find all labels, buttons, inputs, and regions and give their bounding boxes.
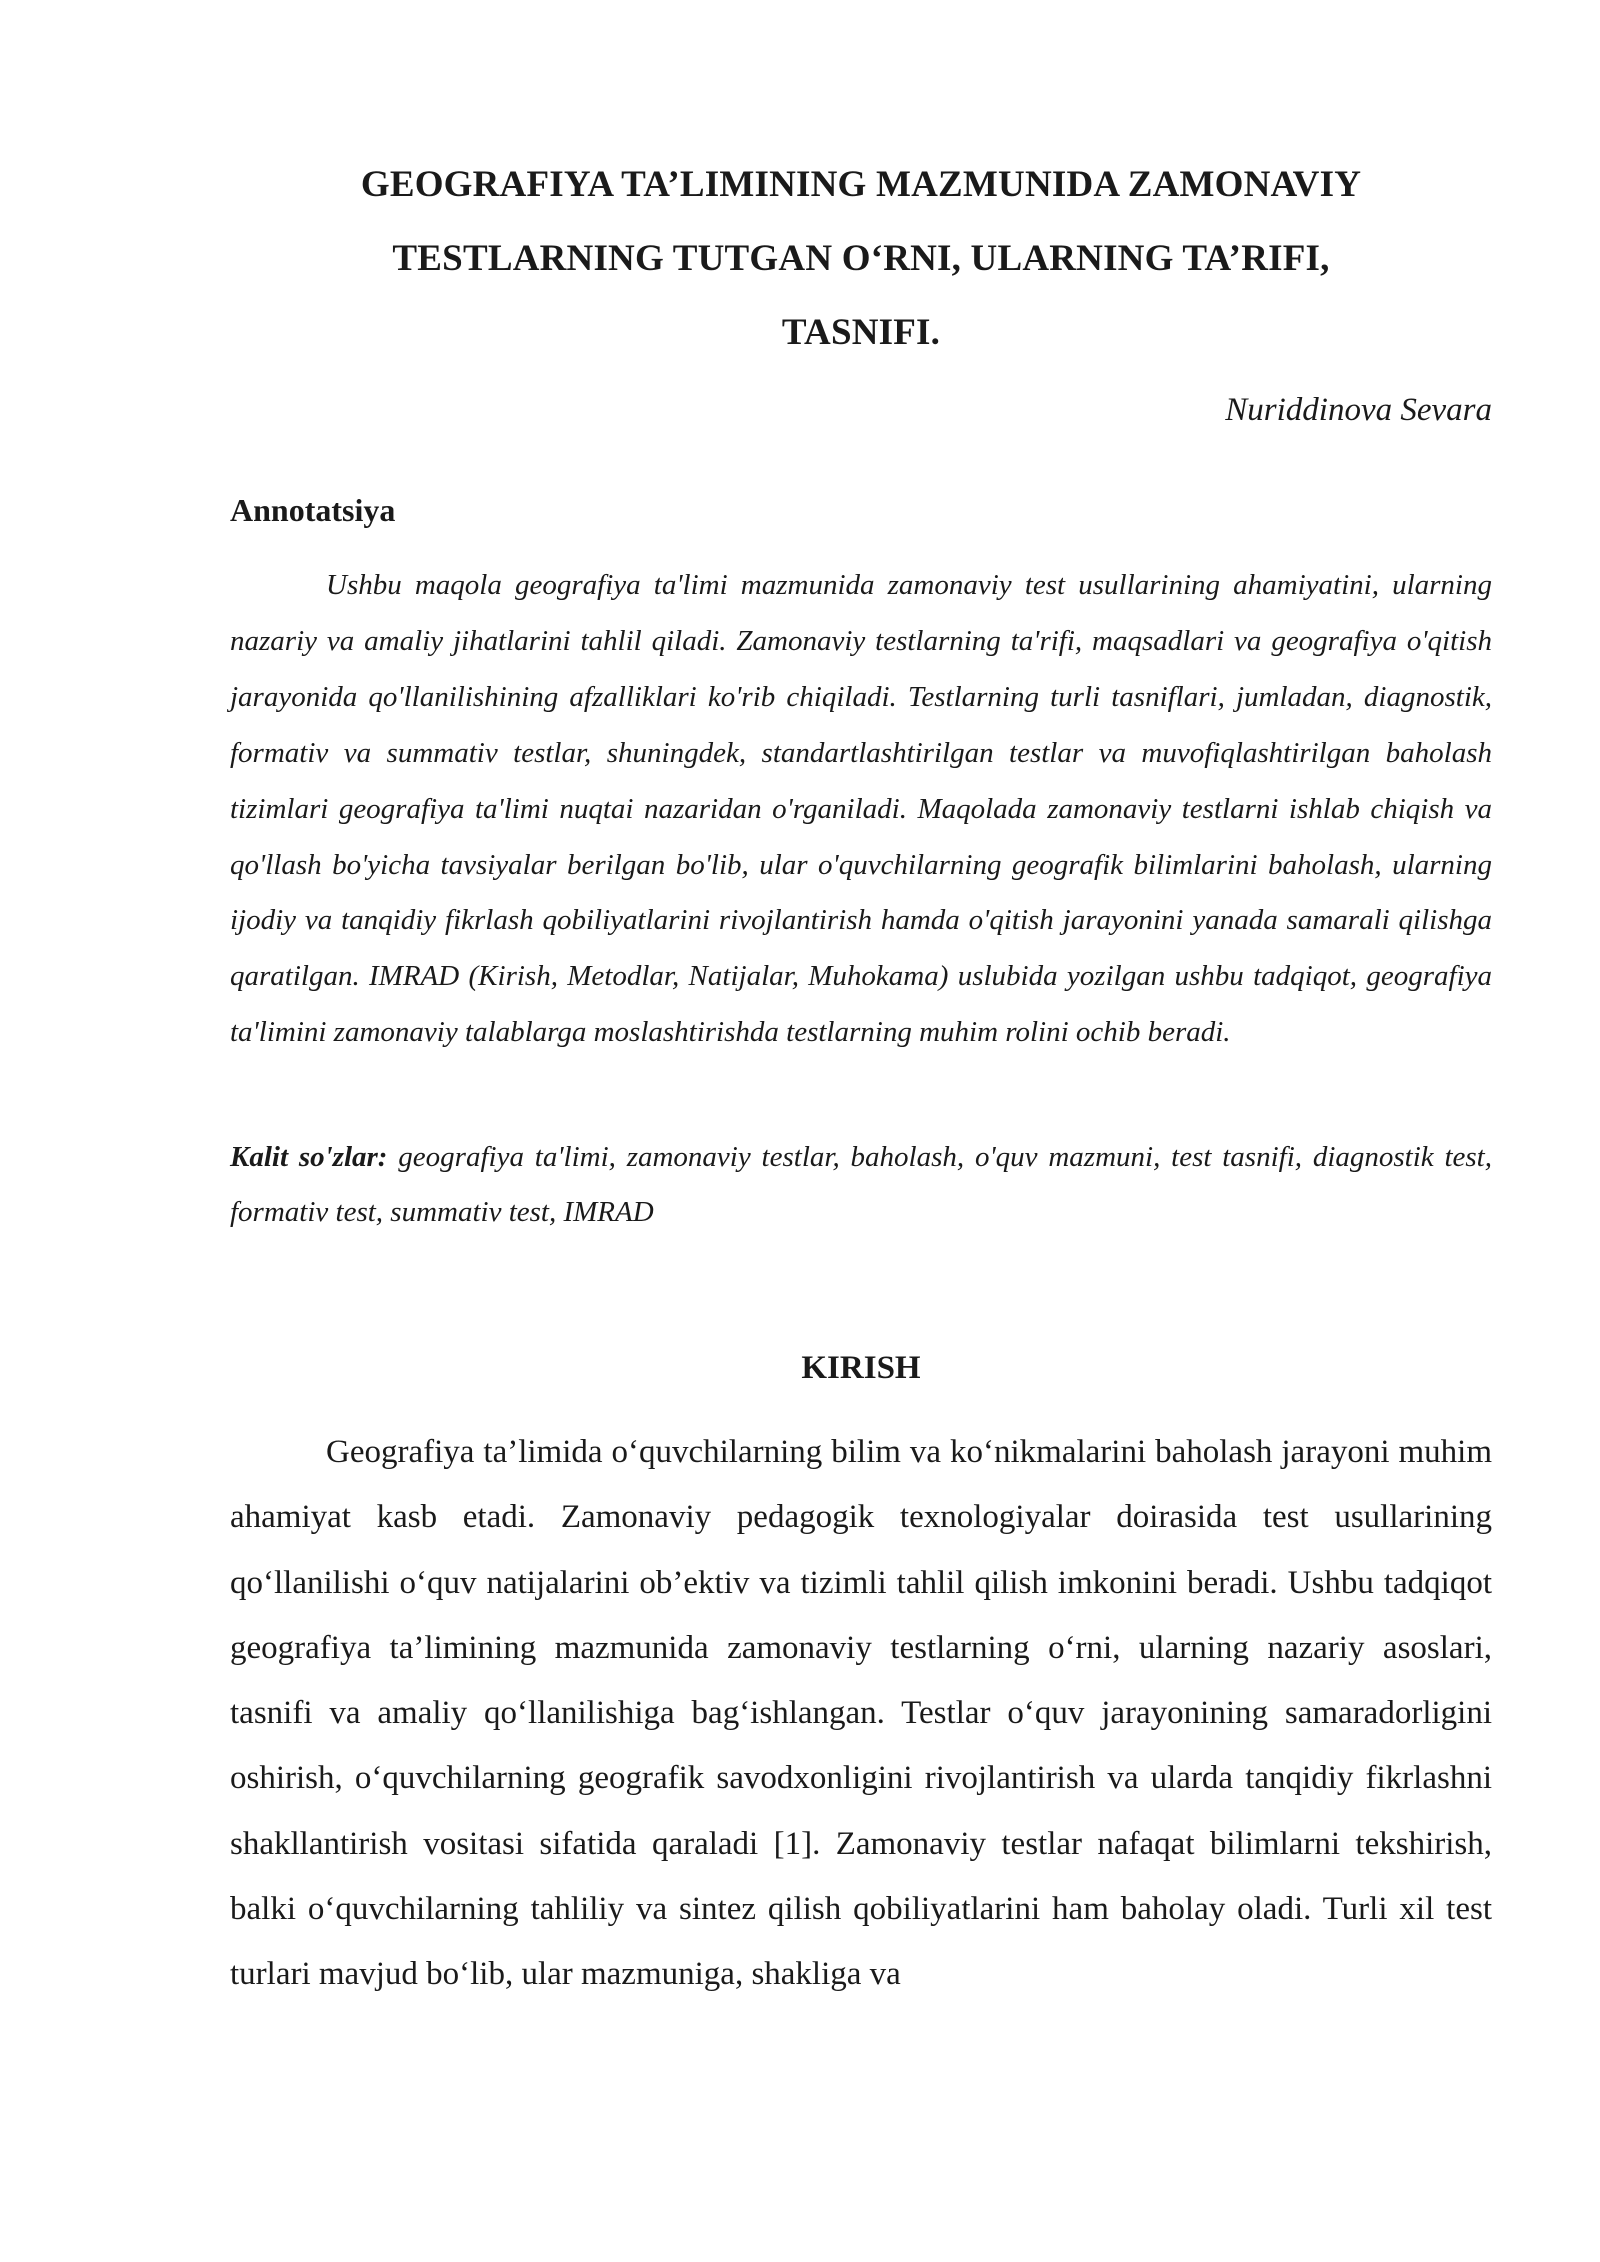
section-heading-introduction: KIRISH: [801, 1350, 921, 1386]
title-line-3: TASNIFI.: [781, 312, 941, 353]
annotation-heading: Annotatsiya: [230, 492, 396, 528]
title-line-1: GEOGRAFIYA TA’LIMINING MAZMUNIDA ZAMONAVIY: [360, 164, 1362, 205]
author-name: Nuriddinova Sevara: [1225, 392, 1492, 428]
abstract-text: Ushbu maqola geografiya ta'limi mazmunida zamonaviy test usullarining ahamiyatini, ularning nazariy va amaliy jihatlarini tahlil qiladi. Zamonaviy testlarning ta'rifi, maqsadlari va geografiya o'qitish jarayonida qo'llanilishining afzalliklari ko'rib chiqiladi. Testlarning turli tasniflari, jumladan, diagnostik, formativ va summativ testlar, shuningdek, standartlashtirilgan testlar va muvofiqlashtirilgan baholash tizimlari geografiya ta'limi nuqtai nazaridan o'rganiladi. Maqolada zamonaviy testlarni ishlab chiqish va qo'llash bo'yicha tavsiyalar berilgan bo'lib, ular o'quvchilarning geografik bilimlarini baholash, ularning ijodiy va tanqidiy fikrlash qobiliyatlarini rivojlantirish hamda o'qitish jarayonini yanada samarali qilishga qaratilgan. IMRAD (Kirish, Metodlar, Natijalar, Muhokama) uslubida yozilgan ushbu tadqiqot, geografiya ta'limini zamonaviy talablarga moslashtirishda testlarning muhim rolini ochib beradi.: [230, 569, 1492, 1049]
keywords-label: Kalit so'zlar:: [230, 1141, 388, 1173]
keywords-list: geografiya ta'limi, zamonaviy testlar, baholash, o'quv mazmuni, test tasnifi, diagnostik test, formativ test, summativ test, IMRAD: [230, 1141, 1492, 1228]
keywords-paragraph: [230, 1130, 1492, 1240]
title-line-2: TESTLARNING TUTGAN O‘RNI, ULARNING TA’RIFI,: [392, 238, 1330, 279]
paper-title: [230, 148, 1492, 370]
introduction-paragraph: Geografiya ta’limida o‘quvchilarning bilim va ko‘nikmalarini baholash jarayoni muhim ahamiyat kasb etadi. Zamonaviy pedagogik texnologiyalar doirasida test usullarining qo‘llanilishi o‘quv natijalarini ob’ektiv va tizimli tahlil qilish imkonini beradi. Ushbu tadqiqot geografiya ta’limining mazmunida zamonaviy testlarning o‘rni, ularning nazariy asoslari, tasnifi va amaliy qo‘llanilishiga bag‘ishlangan. Testlar o‘quv jarayonining samaradorligini oshirish, o‘quvchilarning geografik savodxonligini rivojlantirish va ularda tanqidiy fikrlashni shakllantirish vositasi sifatida qaraladi [1]. Zamonaviy testlar nafaqat bilimlarni tekshirish, balki o‘quvchilarning tahliliy va sintez qilish qobiliyatlarini ham baholay oladi. Turli xil test turlari mavjud bo‘lib, ular mazmuniga, shakliga va: [230, 1434, 1492, 1993]
